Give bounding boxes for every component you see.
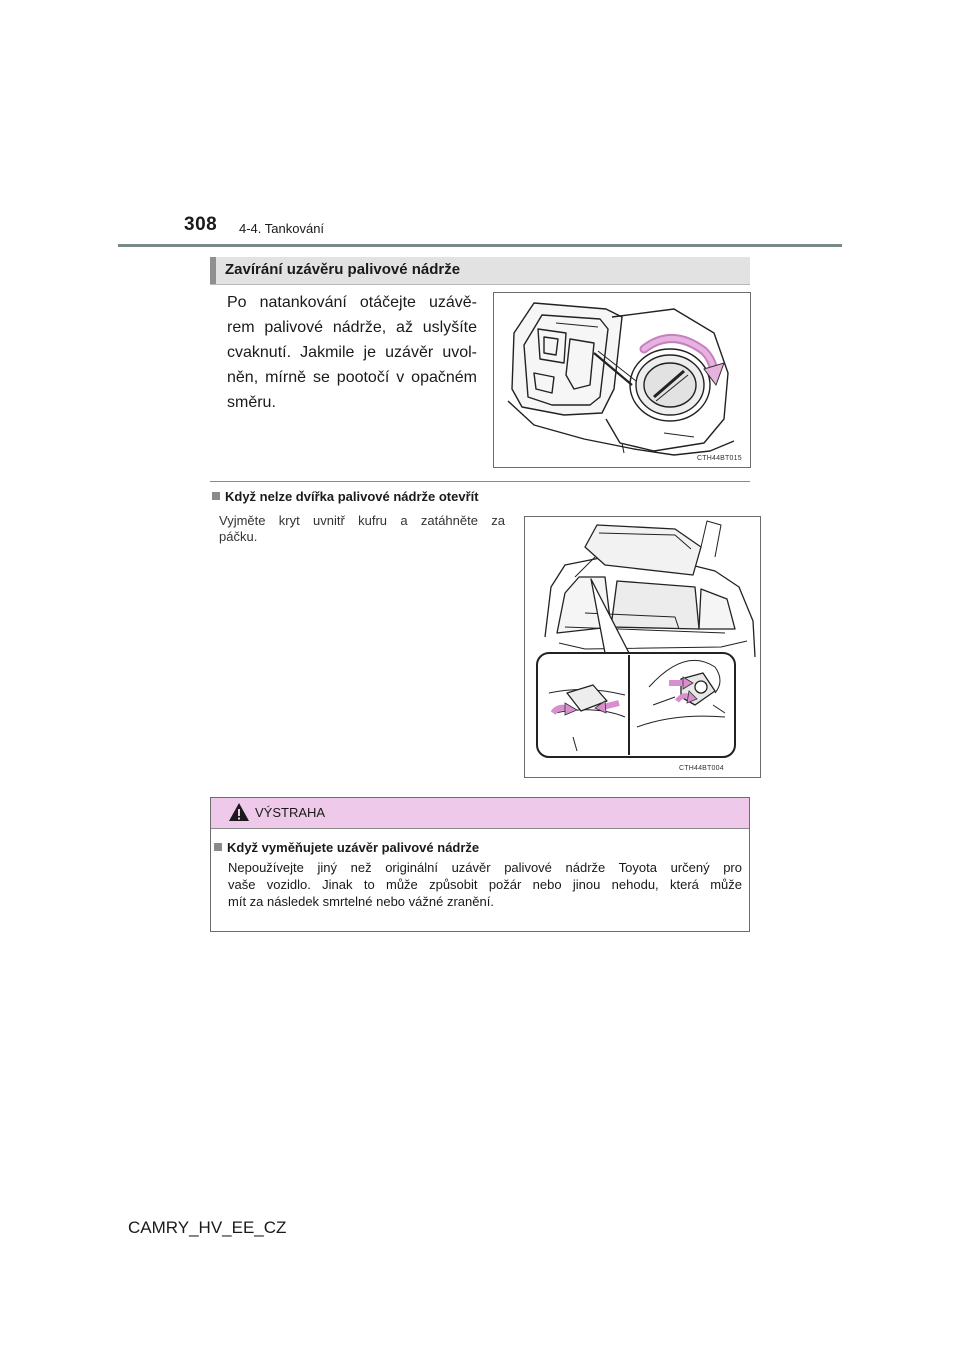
warning-body [228, 859, 742, 910]
paragraph-line: Vyjměte kryt uvnitř kufru a zatáhněte za [219, 513, 505, 528]
figure-code: CTH44BT004 [679, 765, 724, 772]
subsection-title-text: Když nelze dvířka palivové nádrže otevřít [225, 489, 479, 504]
subsection-rule [210, 481, 750, 482]
fuel-cap-illustration [494, 293, 750, 467]
page-number: 308 [184, 214, 218, 235]
warning-line: vaše vozidlo. Jinak to může způsobit požár nebo jinou nehodu, která může [228, 877, 742, 892]
section-header [210, 257, 750, 285]
paragraph-line: směru. [227, 394, 276, 411]
warning-line: Nepoužívejte jiný než originální uzávěr palivové nádrže Toyota určený pro [228, 860, 742, 875]
warning-line: mít za následek smrtelné nebo vážné zranění. [228, 894, 494, 909]
paragraph-line: něn, mírně se pootočí v opačném [227, 369, 477, 386]
paragraph-line: rem palivové nádrže, až uslyšíte [227, 319, 477, 336]
chapter-title: 4-4. Tankování [239, 221, 325, 236]
paragraph-line: páčku. [219, 529, 258, 544]
bullet-square [214, 843, 222, 851]
subsection-paragraph [219, 513, 505, 545]
subsection-title [212, 489, 479, 504]
bullet-square [212, 492, 220, 500]
paragraph-line: Po natankování otáčejte uzávě- [227, 294, 477, 311]
model-code: CAMRY_HV_EE_CZ [128, 1218, 287, 1237]
section-header-bar [210, 257, 216, 284]
section-title: Zavírání uzávěru palivové nádrže [225, 261, 461, 278]
warning-header [211, 798, 749, 829]
header-rule [118, 244, 842, 247]
trunk-lever-figure [524, 516, 761, 778]
figure-code: CTH44BT015 [697, 455, 742, 462]
section-paragraph [227, 290, 477, 415]
warning-title-text: Když vyměňujete uzávěr palivové nádrže [227, 840, 480, 855]
warning-icon [228, 802, 250, 822]
paragraph-line: cvaknutí. Jakmile je uzávěr uvol- [227, 344, 477, 361]
fuel-cap-figure [493, 292, 751, 468]
warning-label: VÝSTRAHA [255, 805, 326, 820]
trunk-lever-illustration [525, 517, 760, 777]
warning-box [210, 797, 750, 932]
warning-title [214, 840, 479, 855]
